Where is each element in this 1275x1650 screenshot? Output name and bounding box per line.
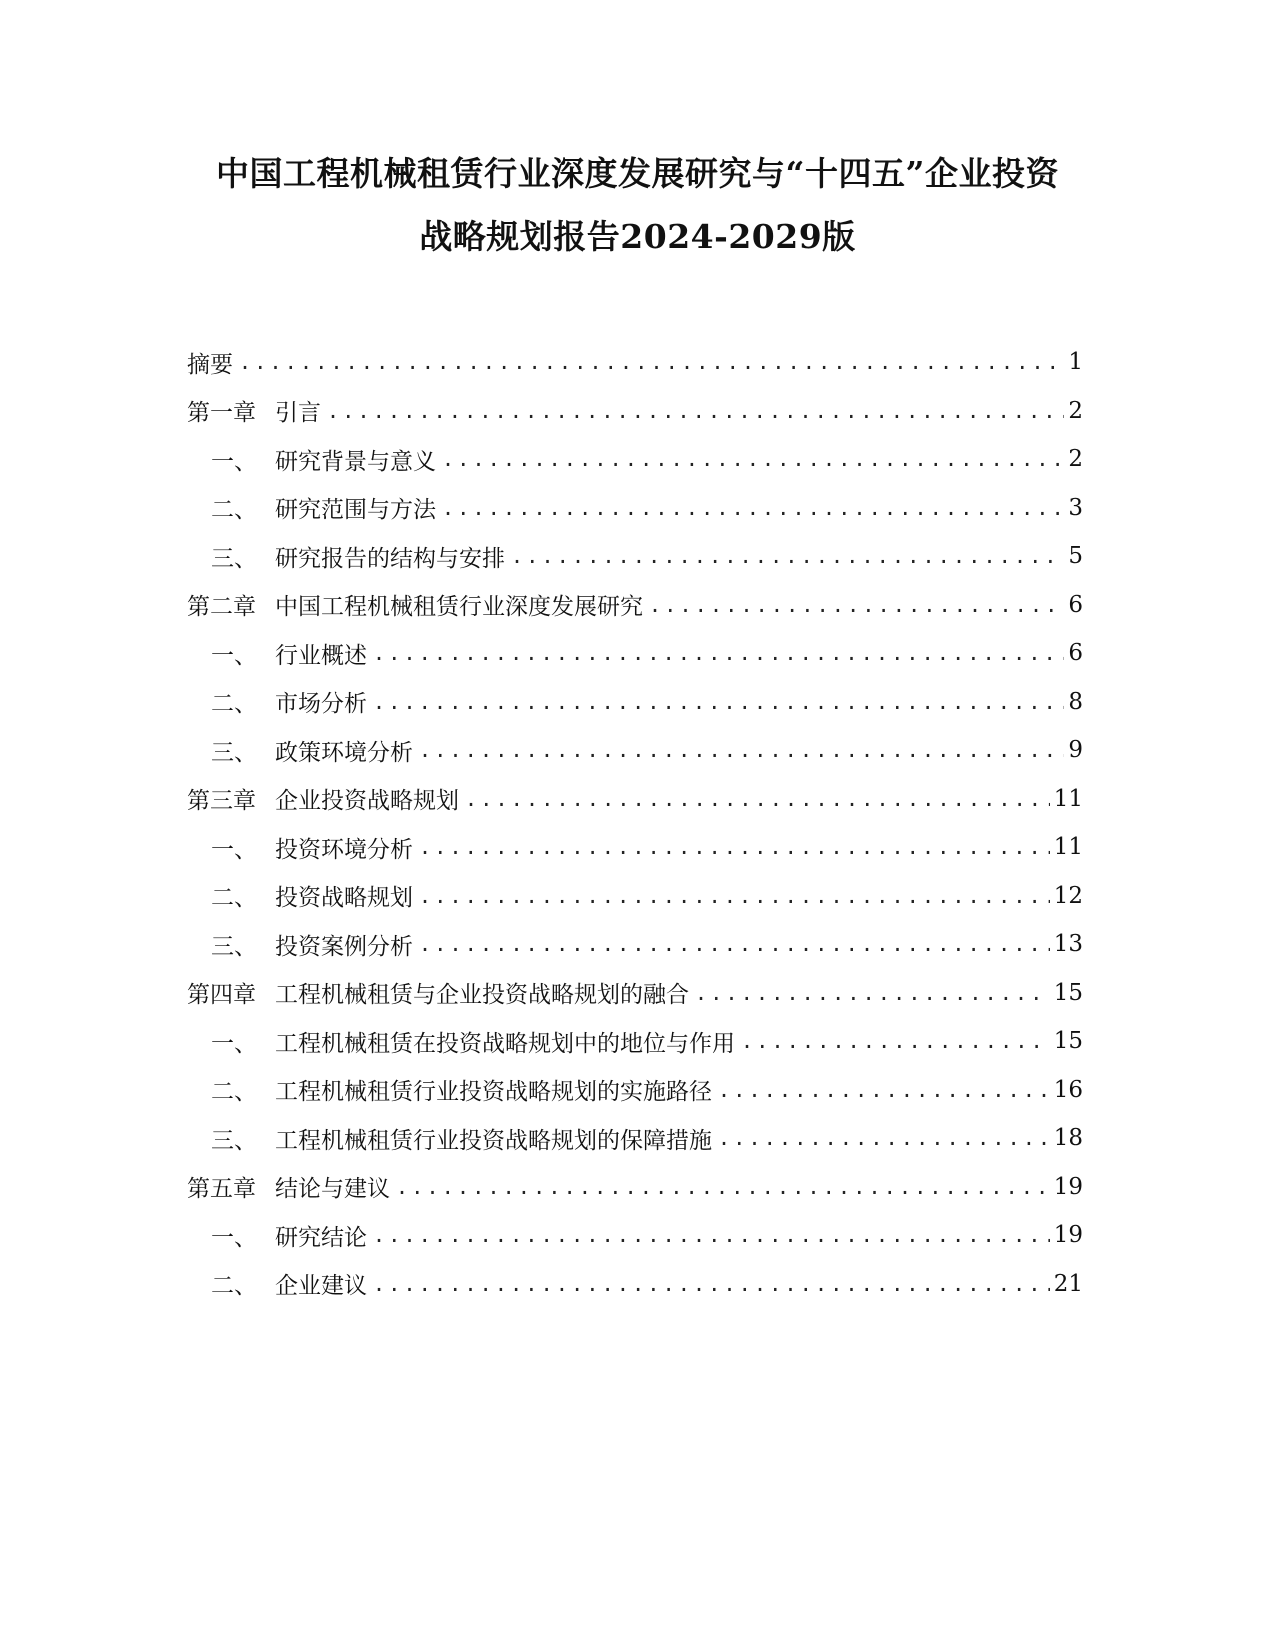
toc-entry-page-number: 15 bbox=[1053, 1028, 1083, 1055]
toc-chapter-entry[interactable] bbox=[187, 387, 1083, 436]
toc-entry-page-number: 19 bbox=[1053, 1173, 1083, 1200]
document-title-line-1: 中国工程机械租赁行业深度发展研究与“十四五”企业投资 bbox=[216, 154, 1059, 193]
toc-entry-number: 第一章 bbox=[187, 400, 256, 427]
toc-entry-label: 投资战略规划 bbox=[275, 885, 413, 912]
toc-entry-label: 中国工程机械租赁行业深度发展研究 bbox=[275, 594, 643, 621]
toc-section-entry[interactable] bbox=[187, 726, 1083, 775]
toc-dot-leader bbox=[396, 1174, 1050, 1200]
toc-entry-page-number: 12 bbox=[1053, 882, 1083, 909]
toc-entry-number: 一、 bbox=[211, 448, 257, 475]
toc-dot-leader bbox=[373, 1222, 1050, 1248]
toc-entry-number: 二、 bbox=[211, 497, 257, 524]
toc-entry-number: 第二章 bbox=[187, 594, 256, 621]
toc-dot-leader bbox=[718, 1077, 1050, 1103]
toc-entry-page-number: 13 bbox=[1053, 931, 1083, 958]
toc-section-entry[interactable] bbox=[187, 629, 1083, 678]
toc-entry-number: 三、 bbox=[211, 739, 257, 766]
toc-entry-page-number: 21 bbox=[1053, 1270, 1083, 1297]
toc-entry-label: 研究结论 bbox=[275, 1224, 367, 1251]
toc-entry-label: 投资环境分析 bbox=[275, 836, 413, 863]
toc-entry-number: 一、 bbox=[211, 642, 257, 669]
toc-dot-leader bbox=[511, 543, 1064, 569]
toc-entry-label: 摘要 bbox=[187, 351, 233, 378]
toc-entry-page-number: 1 bbox=[1068, 349, 1083, 376]
toc-chapter-entry[interactable] bbox=[187, 338, 1083, 387]
toc-entry-label: 研究报告的结构与安排 bbox=[275, 545, 505, 572]
toc-chapter-entry[interactable] bbox=[187, 969, 1083, 1018]
toc-dot-leader bbox=[239, 349, 1064, 375]
toc-entry-label: 工程机械租赁行业投资战略规划的实施路径 bbox=[275, 1079, 712, 1106]
toc-entry-number: 第四章 bbox=[187, 982, 256, 1009]
toc-chapter-entry[interactable] bbox=[187, 775, 1083, 824]
toc-entry-page-number: 18 bbox=[1053, 1125, 1083, 1152]
toc-entry-number: 三、 bbox=[211, 1127, 257, 1154]
toc-entry-number: 一、 bbox=[211, 836, 257, 863]
toc-entry-label: 研究范围与方法 bbox=[275, 497, 436, 524]
toc-section-entry[interactable] bbox=[187, 1114, 1083, 1163]
toc-entry-label: 结论与建议 bbox=[275, 1176, 390, 1203]
toc-entry-page-number: 6 bbox=[1068, 640, 1083, 667]
toc-chapter-entry[interactable] bbox=[187, 1163, 1083, 1212]
toc-entry-label: 投资案例分析 bbox=[275, 933, 413, 960]
toc-dot-leader bbox=[373, 1271, 1050, 1297]
toc-section-entry[interactable] bbox=[187, 435, 1083, 484]
toc-entry-number: 三、 bbox=[211, 545, 257, 572]
toc-entry-page-number: 11 bbox=[1053, 834, 1083, 861]
toc-entry-label: 企业投资战略规划 bbox=[275, 788, 459, 815]
toc-section-entry[interactable] bbox=[187, 532, 1083, 581]
toc-entry-label: 行业概述 bbox=[275, 642, 367, 669]
toc-entry-number: 第三章 bbox=[187, 788, 256, 815]
toc-dot-leader bbox=[327, 398, 1064, 424]
toc-entry-label: 政策环境分析 bbox=[275, 739, 413, 766]
toc-entry-label: 市场分析 bbox=[275, 691, 367, 718]
toc-entry-label: 工程机械租赁在投资战略规划中的地位与作用 bbox=[275, 1030, 735, 1057]
toc-section-entry[interactable] bbox=[187, 823, 1083, 872]
toc-chapter-entry[interactable] bbox=[187, 581, 1083, 630]
toc-section-entry[interactable] bbox=[187, 1211, 1083, 1260]
toc-entry-page-number: 15 bbox=[1053, 979, 1083, 1006]
toc-entry-page-number: 9 bbox=[1068, 737, 1083, 764]
toc-entry-page-number: 2 bbox=[1068, 446, 1083, 473]
toc-section-entry[interactable] bbox=[187, 1017, 1083, 1066]
toc-dot-leader bbox=[442, 446, 1064, 472]
toc-section-entry[interactable] bbox=[187, 484, 1083, 533]
toc-entry-page-number: 11 bbox=[1053, 785, 1083, 812]
toc-entry-number: 二、 bbox=[211, 691, 257, 718]
toc-dot-leader bbox=[419, 737, 1064, 763]
toc-section-entry[interactable] bbox=[187, 1260, 1083, 1309]
toc-entry-label: 企业建议 bbox=[275, 1273, 367, 1300]
document-title-line-2: 战略规划报告2024-2029版 bbox=[419, 217, 856, 256]
toc-dot-leader bbox=[419, 931, 1050, 957]
toc-entry-number: 二、 bbox=[211, 1079, 257, 1106]
toc-section-entry[interactable] bbox=[187, 678, 1083, 727]
toc-entry-label: 研究背景与意义 bbox=[275, 448, 436, 475]
toc-entry-number: 二、 bbox=[211, 885, 257, 912]
toc-section-entry[interactable] bbox=[187, 872, 1083, 921]
table-of-contents bbox=[187, 338, 1083, 1308]
toc-entry-label: 工程机械租赁行业投资战略规划的保障措施 bbox=[275, 1127, 712, 1154]
toc-entry-number: 二、 bbox=[211, 1273, 257, 1300]
toc-entry-number: 一、 bbox=[211, 1224, 257, 1251]
toc-entry-page-number: 16 bbox=[1053, 1076, 1083, 1103]
toc-dot-leader bbox=[465, 786, 1050, 812]
toc-section-entry[interactable] bbox=[187, 1066, 1083, 1115]
toc-dot-leader bbox=[373, 640, 1064, 666]
toc-section-entry[interactable] bbox=[187, 920, 1083, 969]
toc-entry-number: 一、 bbox=[211, 1030, 257, 1057]
toc-entry-page-number: 2 bbox=[1068, 397, 1083, 424]
toc-dot-leader bbox=[419, 834, 1050, 860]
toc-dot-leader bbox=[718, 1125, 1050, 1151]
toc-dot-leader bbox=[649, 592, 1064, 618]
toc-entry-page-number: 6 bbox=[1068, 591, 1083, 618]
toc-dot-leader bbox=[442, 495, 1064, 521]
toc-dot-leader bbox=[419, 883, 1050, 909]
toc-entry-page-number: 8 bbox=[1068, 688, 1083, 715]
toc-entry-label: 引言 bbox=[275, 400, 321, 427]
toc-dot-leader bbox=[373, 689, 1064, 715]
toc-entry-page-number: 19 bbox=[1053, 1222, 1083, 1249]
toc-entry-page-number: 5 bbox=[1068, 543, 1083, 570]
toc-dot-leader bbox=[741, 1028, 1050, 1054]
toc-dot-leader bbox=[695, 980, 1050, 1006]
toc-entry-label: 工程机械租赁与企业投资战略规划的融合 bbox=[275, 982, 689, 1009]
toc-entry-page-number: 3 bbox=[1068, 494, 1083, 521]
toc-entry-number: 三、 bbox=[211, 933, 257, 960]
toc-entry-number: 第五章 bbox=[187, 1176, 256, 1203]
